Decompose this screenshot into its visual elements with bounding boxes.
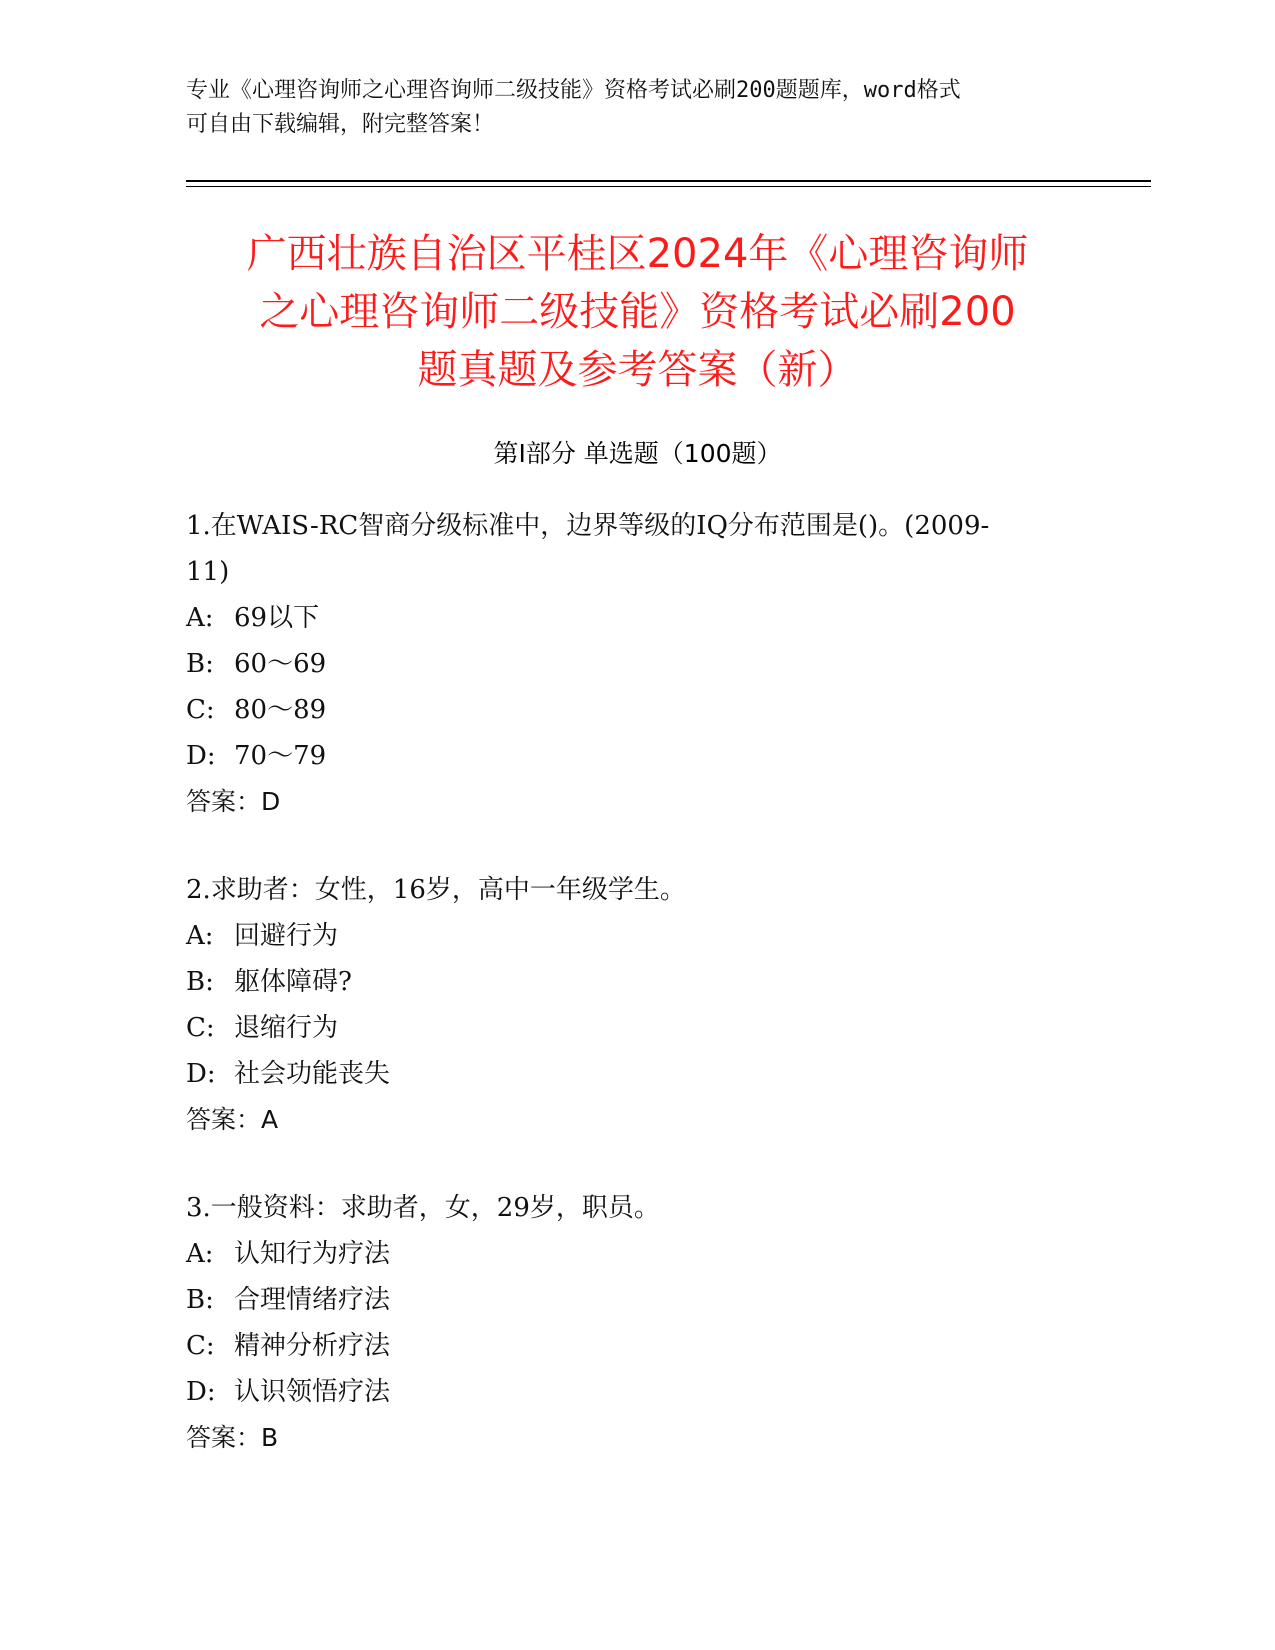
title-line-1: 广西壮族自治区平桂区2024年《心理咨询师 (246, 231, 1029, 277)
header-rule-thin (186, 186, 1151, 187)
option-label: D: (186, 1059, 216, 1089)
question-3-option-a (186, 1231, 1086, 1277)
question-1-answer: 答案：D (186, 787, 281, 816)
question-2-option-d (186, 1051, 1086, 1097)
option-label: A: (186, 603, 214, 633)
question-2-option-b (186, 959, 1086, 1005)
option-label: D: (186, 1377, 216, 1407)
question-3 (186, 1185, 1086, 1461)
question-3-option-b (186, 1277, 1086, 1323)
question-2-option-c (186, 1005, 1086, 1051)
question-3-stem-line-1: 3.一般资料：求助者，女，29岁，职员。 (186, 1193, 660, 1223)
option-text: 合理情绪疗法 (234, 1285, 391, 1315)
question-2 (186, 867, 1086, 1143)
question-2-answer: 答案：A (186, 1105, 279, 1134)
option-text: 69以下 (234, 603, 320, 633)
option-label: A: (186, 921, 214, 951)
title-line-2: 之心理咨询师二级技能》资格考试必刷200 (259, 289, 1016, 335)
question-3-answer: 答案：B (186, 1423, 279, 1452)
question-2-stem-line-1: 2.求助者：女性，16岁，高中一年级学生。 (186, 875, 686, 905)
option-text: 认识领悟疗法 (234, 1377, 391, 1407)
header-note (186, 74, 1066, 142)
option-label: C: (186, 1331, 215, 1361)
section-heading: 第Ⅰ部分 单选题（100题） (493, 439, 782, 468)
header-note-line-1: 专业《心理咨询师之心理咨询师二级技能》资格考试必刷200题题库，word格式 (186, 78, 961, 103)
option-label: D: (186, 741, 216, 771)
option-label: C: (186, 1013, 215, 1043)
option-text: 70～79 (234, 741, 327, 771)
option-label: B: (186, 649, 214, 679)
question-3-option-c (186, 1323, 1086, 1369)
option-text: 精神分析疗法 (234, 1331, 391, 1361)
header-note-line-2: 可自由下载编辑，附完整答案！ (186, 112, 495, 137)
option-text: 回避行为 (234, 921, 339, 951)
header-rule-thick (186, 180, 1151, 182)
option-label: C: (186, 695, 215, 725)
option-label: B: (186, 1285, 214, 1315)
option-text: 退缩行为 (234, 1013, 339, 1043)
option-text: 躯体障碍? (234, 967, 352, 997)
question-1 (186, 503, 1086, 825)
option-text: 认知行为疗法 (234, 1239, 391, 1269)
question-1-stem-line-1: 1.在WAIS-RC智商分级标准中，边界等级的IQ分布范围是()。(2009- (186, 511, 990, 541)
question-2-option-a (186, 913, 1086, 959)
option-text: 60～69 (234, 649, 327, 679)
title-line-3: 题真题及参考答案（新） (417, 347, 858, 393)
document-title (150, 225, 1125, 399)
question-1-stem-line-2: 11) (186, 557, 230, 587)
option-label: B: (186, 967, 214, 997)
question-3-option-d (186, 1369, 1086, 1415)
option-label: A: (186, 1239, 214, 1269)
option-text: 社会功能丧失 (234, 1059, 391, 1089)
question-1-option-d (186, 733, 1086, 779)
question-1-option-b (186, 641, 1086, 687)
question-1-option-c (186, 687, 1086, 733)
question-1-option-a (186, 595, 1086, 641)
option-text: 80～89 (234, 695, 327, 725)
